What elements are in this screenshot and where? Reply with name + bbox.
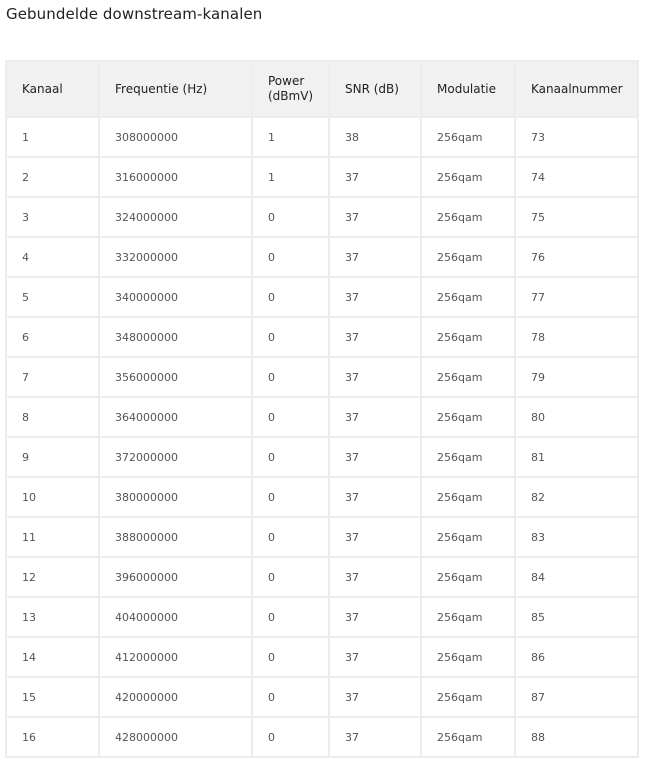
cell-kanaal: 6 (6, 317, 99, 357)
cell-snr: 37 (329, 637, 421, 677)
downstream-channel-table (5, 60, 639, 758)
cell-snr: 37 (329, 557, 421, 597)
header-snr: SNR (dB) (329, 61, 421, 117)
table-row (6, 677, 638, 717)
cell-modulatie: 256qam (421, 317, 515, 357)
cell-kanaalnummer: 86 (515, 637, 638, 677)
cell-frequentie: 380000000 (99, 477, 252, 517)
cell-frequentie: 396000000 (99, 557, 252, 597)
cell-modulatie: 256qam (421, 677, 515, 717)
table-row (6, 197, 638, 237)
cell-kanaal: 15 (6, 677, 99, 717)
cell-frequentie: 404000000 (99, 597, 252, 637)
cell-power: 0 (252, 237, 329, 277)
table-row (6, 717, 638, 757)
cell-power: 0 (252, 357, 329, 397)
header-kanaal: Kanaal (6, 61, 99, 117)
cell-kanaalnummer: 80 (515, 397, 638, 437)
cell-snr: 37 (329, 197, 421, 237)
cell-kanaal: 11 (6, 517, 99, 557)
cell-power: 0 (252, 517, 329, 557)
cell-snr: 37 (329, 317, 421, 357)
table-row (6, 397, 638, 437)
cell-kanaal: 16 (6, 717, 99, 757)
table-row (6, 237, 638, 277)
page-title: Gebundelde downstream-kanalen (6, 5, 263, 23)
cell-frequentie: 340000000 (99, 277, 252, 317)
cell-kanaal: 4 (6, 237, 99, 277)
cell-kanaal: 2 (6, 157, 99, 197)
cell-power: 0 (252, 437, 329, 477)
cell-kanaal: 7 (6, 357, 99, 397)
cell-power: 0 (252, 557, 329, 597)
cell-power: 0 (252, 637, 329, 677)
cell-modulatie: 256qam (421, 157, 515, 197)
cell-power: 0 (252, 317, 329, 357)
cell-snr: 37 (329, 277, 421, 317)
cell-snr: 37 (329, 477, 421, 517)
cell-modulatie: 256qam (421, 197, 515, 237)
cell-modulatie: 256qam (421, 277, 515, 317)
cell-modulatie: 256qam (421, 477, 515, 517)
cell-power: 1 (252, 157, 329, 197)
cell-modulatie: 256qam (421, 357, 515, 397)
table-row (6, 557, 638, 597)
table-row (6, 277, 638, 317)
cell-modulatie: 256qam (421, 437, 515, 477)
cell-power: 0 (252, 717, 329, 757)
table-row (6, 117, 638, 157)
table-row (6, 157, 638, 197)
cell-kanaal: 13 (6, 597, 99, 637)
cell-snr: 37 (329, 157, 421, 197)
table-row (6, 637, 638, 677)
cell-kanaalnummer: 77 (515, 277, 638, 317)
header-power: Power (dBmV) (252, 61, 329, 117)
table-body (6, 117, 638, 757)
cell-kanaal: 8 (6, 397, 99, 437)
header-frequentie: Frequentie (Hz) (99, 61, 252, 117)
cell-frequentie: 420000000 (99, 677, 252, 717)
header-kanaalnummer: Kanaalnummer (515, 61, 638, 117)
cell-kanaalnummer: 88 (515, 717, 638, 757)
cell-snr: 37 (329, 597, 421, 637)
cell-modulatie: 256qam (421, 237, 515, 277)
table-row (6, 477, 638, 517)
table-header-row (6, 61, 638, 117)
cell-kanaal: 10 (6, 477, 99, 517)
table-row (6, 437, 638, 477)
cell-frequentie: 372000000 (99, 437, 252, 477)
cell-modulatie: 256qam (421, 717, 515, 757)
table-header (6, 61, 638, 117)
cell-kanaal: 5 (6, 277, 99, 317)
cell-kanaalnummer: 74 (515, 157, 638, 197)
cell-frequentie: 316000000 (99, 157, 252, 197)
cell-snr: 37 (329, 517, 421, 557)
cell-power: 0 (252, 397, 329, 437)
cell-snr: 37 (329, 437, 421, 477)
cell-kanaal: 9 (6, 437, 99, 477)
table-row (6, 597, 638, 637)
cell-modulatie: 256qam (421, 397, 515, 437)
cell-modulatie: 256qam (421, 117, 515, 157)
cell-power: 0 (252, 277, 329, 317)
cell-snr: 37 (329, 717, 421, 757)
header-modulatie: Modulatie (421, 61, 515, 117)
cell-modulatie: 256qam (421, 597, 515, 637)
cell-power: 0 (252, 197, 329, 237)
cell-frequentie: 364000000 (99, 397, 252, 437)
cell-frequentie: 388000000 (99, 517, 252, 557)
cell-frequentie: 332000000 (99, 237, 252, 277)
cell-kanaalnummer: 82 (515, 477, 638, 517)
cell-power: 0 (252, 477, 329, 517)
cell-kanaalnummer: 87 (515, 677, 638, 717)
table-row (6, 357, 638, 397)
cell-modulatie: 256qam (421, 637, 515, 677)
cell-frequentie: 412000000 (99, 637, 252, 677)
cell-frequentie: 308000000 (99, 117, 252, 157)
cell-kanaalnummer: 79 (515, 357, 638, 397)
cell-kanaalnummer: 75 (515, 197, 638, 237)
cell-snr: 37 (329, 237, 421, 277)
cell-snr: 38 (329, 117, 421, 157)
cell-kanaalnummer: 78 (515, 317, 638, 357)
cell-modulatie: 256qam (421, 517, 515, 557)
cell-frequentie: 356000000 (99, 357, 252, 397)
cell-frequentie: 324000000 (99, 197, 252, 237)
cell-power: 0 (252, 677, 329, 717)
cell-kanaal: 1 (6, 117, 99, 157)
cell-power: 0 (252, 597, 329, 637)
cell-power: 1 (252, 117, 329, 157)
cell-kanaalnummer: 81 (515, 437, 638, 477)
cell-snr: 37 (329, 677, 421, 717)
cell-snr: 37 (329, 397, 421, 437)
table-row (6, 317, 638, 357)
cell-kanaalnummer: 85 (515, 597, 638, 637)
cell-kanaal: 14 (6, 637, 99, 677)
cell-kanaalnummer: 83 (515, 517, 638, 557)
cell-snr: 37 (329, 357, 421, 397)
cell-frequentie: 428000000 (99, 717, 252, 757)
cell-kanaalnummer: 84 (515, 557, 638, 597)
cell-modulatie: 256qam (421, 557, 515, 597)
cell-kanaalnummer: 76 (515, 237, 638, 277)
table-row (6, 517, 638, 557)
cell-kanaal: 12 (6, 557, 99, 597)
cell-kanaal: 3 (6, 197, 99, 237)
cell-frequentie: 348000000 (99, 317, 252, 357)
cell-kanaalnummer: 73 (515, 117, 638, 157)
